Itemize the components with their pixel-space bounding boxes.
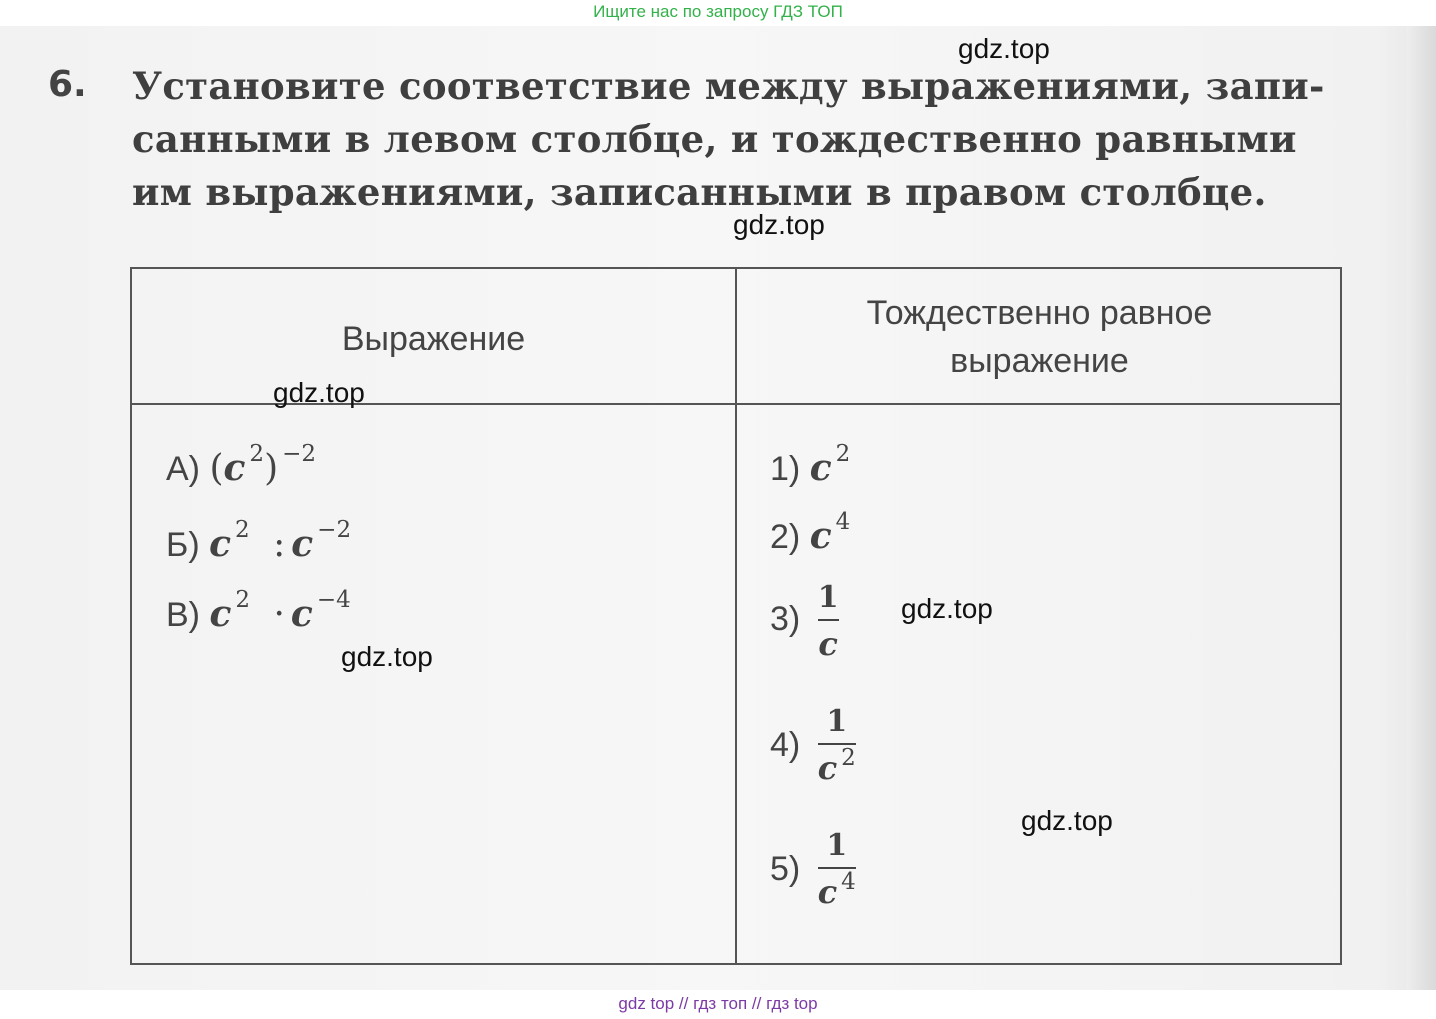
base: c	[817, 873, 838, 911]
base: c	[290, 593, 313, 635]
header-equivalent-line-1: Тождественно равное	[866, 294, 1213, 332]
answer-2	[770, 509, 851, 557]
item-label: 4)	[770, 725, 801, 764]
expression-b	[166, 517, 352, 565]
watermark: gdz.top	[958, 33, 1050, 64]
exponent: 4	[841, 869, 856, 895]
task-line-3: им выражениями, записанными в правом столбце.	[132, 170, 1267, 214]
header-expression: Выражение	[341, 320, 526, 358]
watermark: gdz.top	[273, 377, 365, 408]
fraction	[818, 581, 839, 661]
fraction	[818, 705, 856, 789]
paren-open: (	[209, 448, 224, 489]
base: c	[291, 523, 314, 565]
denominator	[818, 627, 839, 661]
watermark: gdz.top	[1021, 805, 1113, 836]
exponent: 2	[249, 441, 265, 467]
exponent: −4	[316, 587, 351, 613]
item-label: 2)	[770, 518, 801, 556]
paren-close: )	[264, 448, 279, 489]
search-banner[interactable]: Ищите нас по запросу ГДЗ ТОП	[593, 2, 843, 21]
expression-a	[166, 441, 317, 489]
task-statement	[132, 60, 1347, 219]
item-label: А)	[166, 450, 200, 488]
task-line-1: Установите соответствие между выражениями, запи-	[132, 64, 1325, 108]
matching-table	[130, 267, 1342, 965]
item-label: Б)	[166, 526, 200, 564]
item-label: 1)	[770, 450, 801, 488]
multiply-operator: ·	[273, 594, 285, 635]
base: c	[223, 447, 246, 489]
numerator: 1	[826, 828, 848, 863]
header-equivalent-line-2: выражение	[950, 342, 1129, 380]
base: c	[818, 625, 838, 663]
numerator: 1	[817, 580, 839, 615]
watermark: gdz.top	[341, 641, 433, 672]
expression-c	[166, 587, 351, 635]
exponent: −2	[317, 517, 352, 543]
answer-5	[770, 829, 856, 913]
exponent: 4	[835, 509, 851, 535]
exponent: 2	[235, 587, 251, 613]
item-label: 5)	[770, 849, 801, 888]
denominator	[817, 745, 856, 789]
exponent: 2	[835, 441, 851, 467]
base: c	[209, 593, 232, 635]
item-label: 3)	[770, 599, 801, 638]
answer-3	[770, 581, 839, 661]
task-line-2: санными в левом столбце, и тождественно равными	[132, 117, 1297, 161]
fraction	[818, 829, 856, 913]
base: c	[809, 447, 832, 489]
base: c	[817, 749, 838, 787]
answer-4	[770, 705, 856, 789]
division-operator: :	[273, 524, 286, 565]
watermark: gdz.top	[733, 209, 825, 240]
exponent: 2	[841, 745, 856, 771]
watermark: gdz.top	[901, 593, 993, 624]
answer-1	[770, 441, 851, 489]
numerator: 1	[826, 704, 848, 739]
task-number: 6.	[48, 64, 87, 105]
page-edge-shadow	[1406, 0, 1436, 990]
exponent: 2	[235, 517, 250, 543]
item-label: В)	[166, 596, 200, 634]
exponent: −2	[282, 441, 317, 467]
denominator	[817, 869, 856, 913]
base: c	[209, 523, 232, 565]
header-equivalent	[737, 289, 1342, 385]
footer-links[interactable]: gdz top // гдз топ // гдз top	[618, 994, 818, 1013]
base: c	[809, 515, 832, 557]
fraction-bar	[818, 619, 839, 621]
